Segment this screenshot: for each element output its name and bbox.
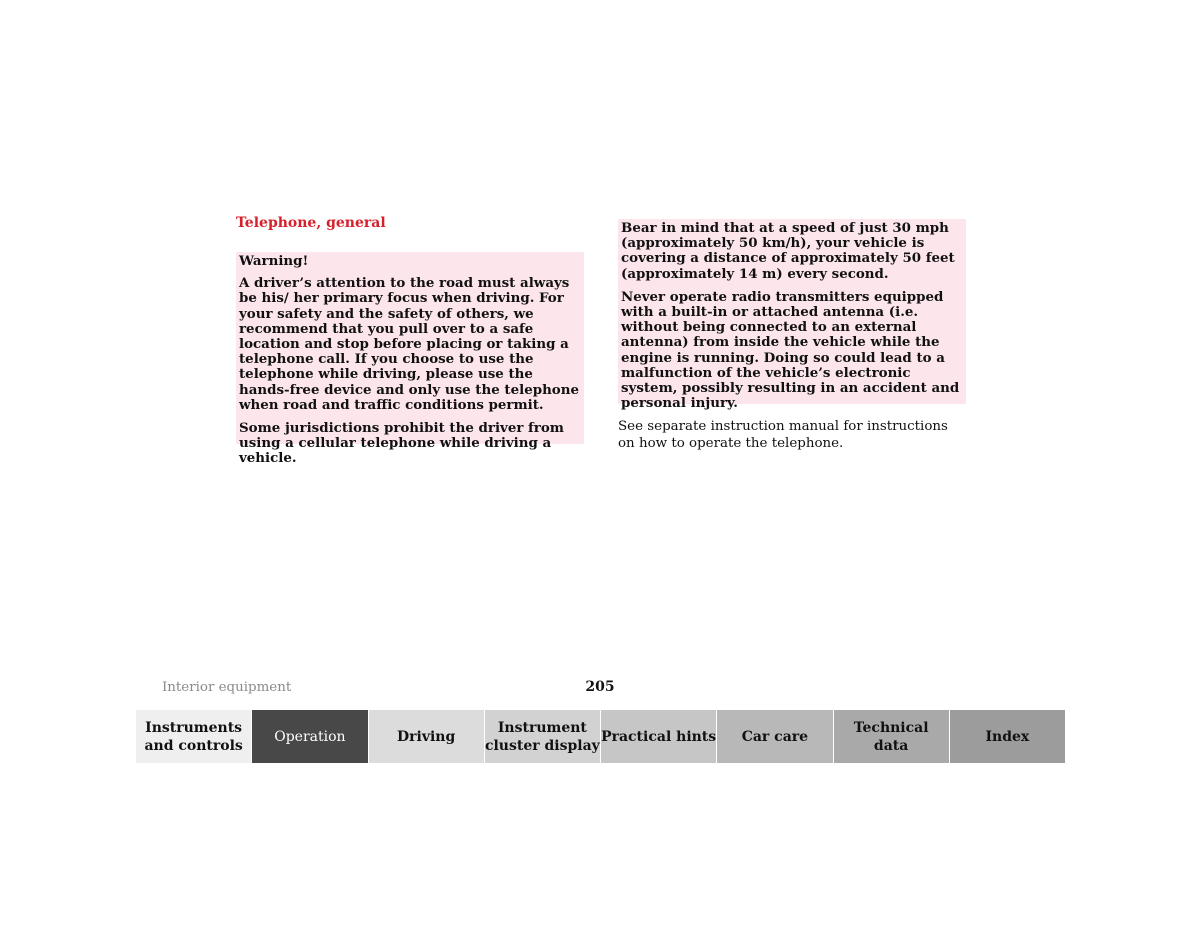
tab-car-care[interactable]: Car care: [717, 710, 833, 763]
tab-technical-data[interactable]: Technical data: [834, 710, 950, 763]
page-number: 205: [585, 679, 615, 695]
warning-paragraph: Bear in mind that at a speed of just 30 mph (approximately 50 km/h), your vehicle is covering a distance of approximately 50 feet (approximately 14 m) every second.: [621, 220, 955, 282]
tab-instruments-and-controls[interactable]: Instruments and controls: [136, 710, 252, 763]
tab-operation[interactable]: Operation: [252, 710, 368, 763]
tab-practical-hints[interactable]: Practical hints: [601, 710, 717, 763]
warning-paragraph: A driver’s attention to the road must always be his/ her primary focus when driving. For your safety and the safety of others, we recommend that you pull over to a safe location and stop before placing or taking a telephone call. If you choose to use the telephone while driving, please use the hands-free device and only use the telephone when road and traffic conditions permit.: [239, 275, 579, 413]
instruction-note: See separate instruction manual for instructions on how to operate the telephone.: [618, 419, 948, 451]
tab-driving[interactable]: Driving: [369, 710, 485, 763]
chapter-navigation-bar: [136, 710, 1065, 763]
footer-section-title: Interior equipment: [162, 680, 292, 695]
warning-box-driver-attention: [236, 252, 584, 467]
tab-instrument-cluster-display[interactable]: Instrument cluster display: [485, 710, 601, 763]
tab-index[interactable]: Index: [950, 710, 1065, 763]
warning-box-radio-transmitters: [618, 219, 966, 412]
warning-paragraph: Never operate radio transmitters equipped with a built-in or attached antenna (i.e. without being connected to an external antenna) from inside the vehicle while the engine is running. Doing so could lead to a malfunction of the vehicle’s electronic system, possibly resulting in an accident and personal injury.: [621, 288, 960, 412]
warning-heading: Warning!: [239, 253, 309, 269]
warning-paragraph: Some jurisdictions prohibit the driver from using a cellular telephone while driving a vehicle.: [239, 420, 564, 467]
section-title: Telephone, general: [236, 215, 386, 231]
